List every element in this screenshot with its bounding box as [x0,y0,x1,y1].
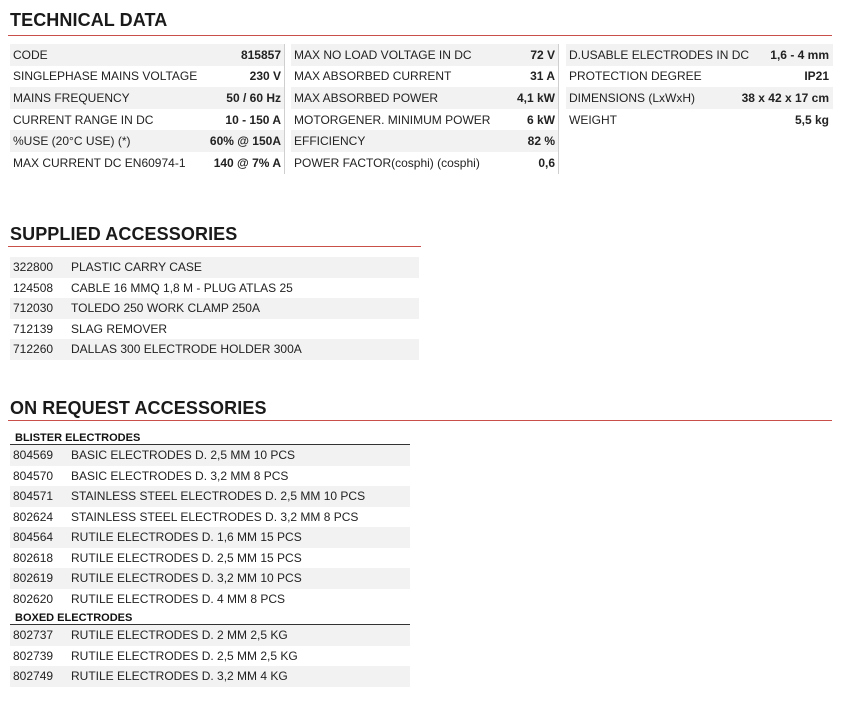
accessory-name: SLAG REMOVER [71,321,168,336]
on-request-accessories-table [10,431,410,687]
accessory-code: 804570 [13,468,54,483]
accessory-row [10,339,419,360]
accessory-row [10,445,410,466]
spec-row [291,44,559,66]
spec-row [291,87,559,109]
accessory-code: 322800 [13,260,54,275]
spec-row [10,87,285,109]
group-heading: BLISTER ELECTRODES [10,431,410,445]
spec-value: 50 / 60 Hz [226,90,281,105]
accessory-code: 802619 [13,571,54,586]
spec-value: 72 V [530,47,555,62]
accessory-code: 802620 [13,591,54,606]
spec-label: D.USABLE ELECTRODES IN DC [569,47,750,62]
accessory-name: RUTILE ELECTRODES D. 2,5 MM 15 PCS [71,550,302,565]
spec-row [10,152,285,174]
spec-value: 230 V [249,69,281,84]
accessory-row [10,278,419,299]
spec-label: MAX ABSORBED POWER [294,90,439,105]
spec-row [566,44,833,66]
spec-label: POWER FACTOR(cosphi) (cosphi) [294,155,480,170]
spec-label: SINGLEPHASE MAINS VOLTAGE [13,69,198,84]
supplied-accessories-title: SUPPLIED ACCESSORIES [10,224,238,244]
spec-value: 4,1 kW [516,90,555,105]
spec-value: 815857 [240,47,281,62]
spec-label: MAX CURRENT DC EN60974-1 [13,155,186,170]
spec-label: PROTECTION DEGREE [569,69,702,84]
spec-label: DIMENSIONS (LxWxH) [569,90,695,105]
accessory-code: 802749 [13,669,54,684]
accessory-name: RUTILE ELECTRODES D. 2,5 MM 2,5 KG [71,648,298,663]
supplied-accessories-rule [8,246,421,247]
accessory-row [10,548,410,569]
tech-column-1 [10,44,285,174]
spec-row [10,109,285,131]
spec-row [566,87,833,109]
accessory-row [10,507,410,528]
spec-label: CURRENT RANGE IN DC [13,112,154,127]
accessory-row [10,646,410,667]
column-separator [558,44,559,174]
spec-row [10,44,285,66]
spec-value: 140 @ 7% A [213,155,281,170]
accessory-code: 804571 [13,489,54,504]
spec-value: 1,6 - 4 mm [770,47,829,62]
spec-label: WEIGHT [569,112,617,127]
accessory-code: 802624 [13,509,54,524]
spec-value: 0,6 [538,155,555,170]
accessory-code: 804569 [13,448,54,463]
accessory-name: RUTILE ELECTRODES D. 2 MM 2,5 KG [71,628,288,643]
spec-label: MAINS FREQUENCY [13,90,130,105]
accessory-name: STAINLESS STEEL ELECTRODES D. 2,5 MM 10 PCS [71,489,366,504]
accessory-name: PLASTIC CARRY CASE [71,260,202,275]
supplied-accessories-table [10,257,419,360]
accessory-row [10,589,410,610]
spec-label: EFFICIENCY [294,134,366,149]
accessory-code: 802739 [13,648,54,663]
accessory-code: 712260 [13,342,54,357]
spec-value: 31 A [530,69,555,84]
spec-label: MAX NO LOAD VOLTAGE IN DC [294,47,472,62]
group-heading: BOXED ELECTRODES [10,611,410,625]
spec-row [291,130,559,152]
accessory-code: 804564 [13,530,54,545]
spec-label: MOTORGENER. MINIMUM POWER [294,112,491,127]
accessory-row [10,319,419,340]
accessory-name: DALLAS 300 ELECTRODE HOLDER 300A [71,342,302,357]
accessory-code: 124508 [13,280,54,295]
accessory-name: BASIC ELECTRODES D. 2,5 MM 10 PCS [71,448,296,463]
spec-row [566,109,833,131]
spec-label: %USE (20°C USE) (*) [13,134,131,149]
spec-value: 10 - 150 A [225,112,281,127]
accessory-row [10,625,410,646]
accessory-row [10,257,419,278]
accessory-name: BASIC ELECTRODES D. 3,2 MM 8 PCS [71,468,289,483]
spec-row [291,109,559,131]
spec-value: 5,5 kg [794,112,829,127]
accessory-row [10,486,410,507]
spec-row [291,66,559,88]
accessory-row [10,666,410,687]
accessory-name: RUTILE ELECTRODES D. 4 MM 8 PCS [71,591,286,606]
accessory-row [10,298,419,319]
accessory-name: STAINLESS STEEL ELECTRODES D. 3,2 MM 8 PCS [71,509,359,524]
spec-value: 82 % [527,134,555,149]
spec-row [10,130,285,152]
column-separator [284,44,285,174]
spec-row [291,152,559,174]
spec-label: CODE [13,47,48,62]
accessory-name: TOLEDO 250 WORK CLAMP 250A [71,301,260,316]
technical-data-rule [8,35,832,36]
accessory-name: RUTILE ELECTRODES D. 3,2 MM 4 KG [71,669,288,684]
on-request-accessories-title: ON REQUEST ACCESSORIES [10,398,267,418]
spec-value: 38 x 42 x 17 cm [741,90,829,105]
accessory-name: CABLE 16 MMQ 1,8 M - PLUG ATLAS 25 [71,280,293,295]
accessory-row [10,568,410,589]
spec-value: 60% @ 150A [209,134,281,149]
accessory-name: RUTILE ELECTRODES D. 3,2 MM 10 PCS [71,571,302,586]
accessory-code: 712030 [13,301,54,316]
spec-row [10,66,285,88]
technical-data-title: TECHNICAL DATA [10,10,168,30]
spec-label: MAX ABSORBED CURRENT [294,69,452,84]
accessory-code: 712139 [13,321,54,336]
tech-column-2 [291,44,559,174]
on-request-accessories-rule [8,420,832,421]
spec-row [566,66,833,88]
spec-value: 6 kW [526,112,555,127]
tech-column-3 [566,44,833,130]
accessory-code: 802737 [13,628,54,643]
accessory-row [10,527,410,548]
accessory-name: RUTILE ELECTRODES D. 1,6 MM 15 PCS [71,530,302,545]
accessory-row [10,466,410,487]
accessory-code: 802618 [13,550,54,565]
spec-value: IP21 [804,69,829,84]
